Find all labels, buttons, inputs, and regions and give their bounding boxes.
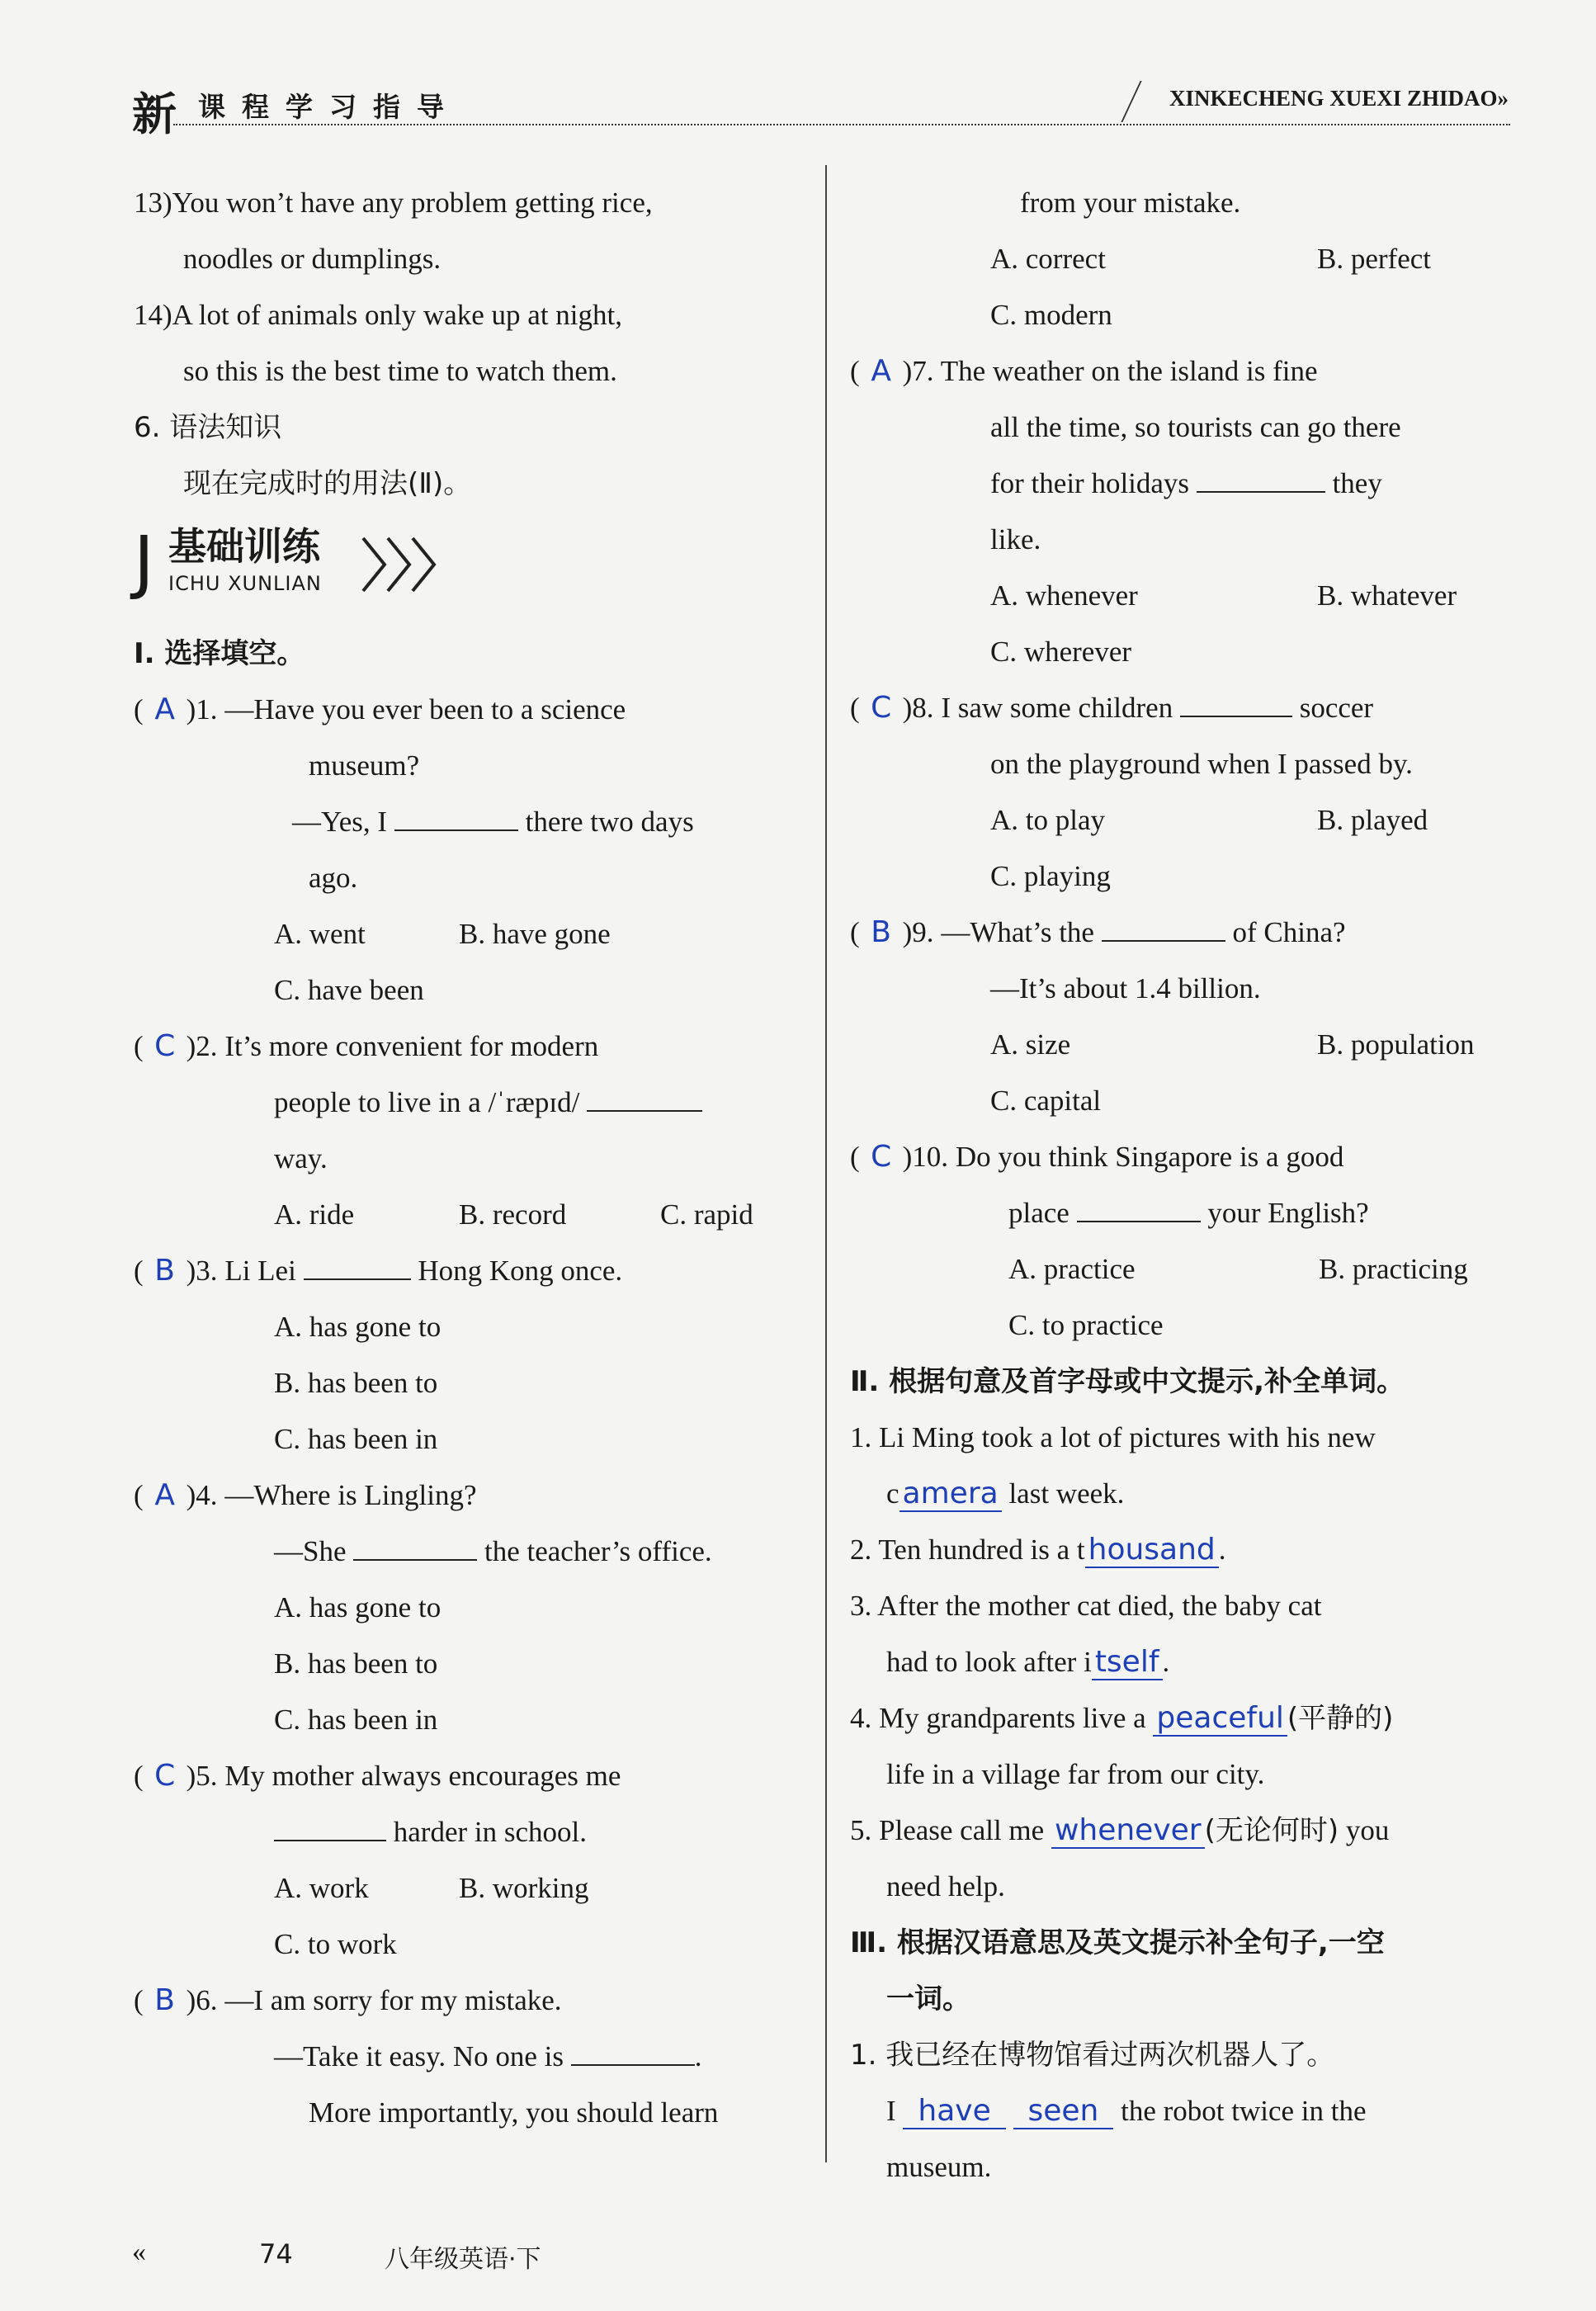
q3-option-c: C. has been in — [274, 1423, 438, 1455]
q8-line2: on the playground when I passed by. — [990, 748, 1413, 780]
p2-1-fill[interactable]: amera — [900, 1477, 1002, 1512]
q9-option-c: C. capital — [990, 1085, 1102, 1117]
q10-options-ab: A. practice B. practicing — [1008, 1253, 1468, 1285]
q7-line1: ( A )7. The weather on the island is fine — [850, 343, 1510, 399]
q1-line4: ago. — [309, 862, 358, 894]
q5-answer: C — [154, 1759, 176, 1793]
grammar-text: 现在完成时的用法(Ⅱ)。 — [183, 467, 472, 500]
q6-line3: More importantly, you should learn — [309, 2096, 719, 2129]
grammar-heading: 6. 语法知识 — [134, 411, 282, 444]
q5-option-c: C. to work — [274, 1928, 397, 1960]
q6-option-c: C. modern — [990, 299, 1112, 331]
q1-option-c: C. have been — [274, 974, 424, 1006]
q7-line4: like. — [990, 523, 1041, 555]
p2-3-fill[interactable]: tself — [1092, 1645, 1163, 1680]
p3-1-zh: 1. 我已经在博物馆看过两次机器人了。 — [850, 2039, 1335, 2072]
header-title: 课程学习指导 — [198, 91, 460, 123]
q1-answer: A — [154, 692, 175, 726]
header-slash — [1121, 81, 1141, 122]
p2-5-fill[interactable]: whenever — [1051, 1813, 1205, 1849]
p2-1-line1: 1. Li Ming took a lot of pictures with his new — [850, 1421, 1376, 1453]
p3-1-line2: I have seen the robot twice in the — [886, 2094, 1367, 2128]
q5-options-ab: A. work B. working — [274, 1872, 589, 1904]
q9-answer: B — [871, 915, 891, 949]
item-13-line2: noodles or dumplings. — [183, 243, 441, 275]
q7-blank[interactable] — [1197, 463, 1325, 493]
q1-line2: museum? — [309, 749, 420, 782]
section-logo-en: ICHU XUNLIAN — [168, 572, 322, 595]
part3-title: Ⅲ. 根据汉语意思及英文提示补全句子,一空 — [850, 1926, 1385, 1959]
q8-answer: C — [871, 691, 892, 725]
part1-title: Ⅰ. 选择填空。 — [134, 637, 305, 670]
q4-option-a: A. has gone to — [274, 1591, 441, 1623]
q8-line1: ( C )8. I saw some children soccer — [850, 680, 1510, 736]
q3-line1: ( B )3. Li Lei Hong Kong once. — [134, 1243, 794, 1299]
q3-option-b: B. has been to — [274, 1367, 438, 1399]
q4-option-c: C. has been in — [274, 1704, 438, 1736]
q1-line1: ( A )1. —Have you ever been to a science — [134, 682, 794, 738]
item-14-line2: so this is the best time to watch them. — [183, 355, 617, 387]
p3-1-line3: museum. — [886, 2151, 992, 2183]
q7-answer: A — [871, 354, 891, 388]
page-number: 74 — [259, 2238, 293, 2270]
q9-options-ab: A. size B. population — [990, 1028, 1475, 1061]
q10-option-c: C. to practice — [1008, 1309, 1164, 1341]
section-logo — [134, 520, 794, 611]
q6-line4: from your mistake. — [1020, 187, 1241, 219]
p2-2-line: 2. Ten hundred is a t housand . — [850, 1533, 1226, 1567]
q9-line1: ( B )9. —What’s the of China? — [850, 905, 1510, 961]
left-column — [134, 175, 794, 2141]
chevrons-right-icon — [358, 532, 441, 598]
q2-line2: people to live in a /ˈræpɪd/ — [134, 1075, 794, 1131]
p2-1-line2: c amera last week. — [886, 1477, 1125, 1510]
book-grade: 八年级英语·下 — [385, 2245, 541, 2274]
q3-blank[interactable] — [304, 1250, 411, 1280]
header-logo: 新 — [132, 88, 177, 140]
q1-options-ab: A. went B. have gone — [274, 918, 611, 950]
item-14-line1: 14)A lot of animals only wake up at night, — [134, 299, 622, 331]
q8-blank[interactable] — [1180, 688, 1292, 717]
q4-option-b: B. has been to — [274, 1647, 438, 1680]
q9-blank[interactable] — [1102, 912, 1225, 942]
right-column — [850, 175, 1510, 2195]
p2-3-line1: 3. After the mother cat died, the baby cat — [850, 1590, 1322, 1622]
q10-line1: ( C )10. Do you think Singapore is a good — [850, 1129, 1510, 1185]
header-divider — [173, 124, 1510, 125]
q2-line1: ( C )2. It’s more convenient for modern — [134, 1018, 794, 1075]
q7-options-ab: A. whenever B. whatever — [990, 579, 1457, 612]
q2-options: A. ride B. record C. rapid — [274, 1198, 753, 1231]
q7-line3: for their holidays they — [850, 456, 1510, 512]
q4-line1: ( A )4. —Where is Lingling? — [134, 1467, 794, 1524]
q4-answer: A — [154, 1478, 175, 1512]
chevrons-left-icon: « — [132, 2237, 146, 2267]
q6-options-ab: A. correct B. perfect — [990, 243, 1431, 275]
q6-line1: ( B )6. —I am sorry for my mistake. — [134, 1973, 794, 2029]
p2-5-line1: 5. Please call me whenever (无论何时) you — [850, 1813, 1390, 1847]
section-logo-zh: 基础训练 — [168, 524, 320, 569]
p2-4-line1: 4. My grandparents live a peaceful (平静的) — [850, 1701, 1394, 1735]
p2-4-fill[interactable]: peaceful — [1153, 1701, 1287, 1737]
q7-line2: all the time, so tourists can go there — [990, 411, 1401, 443]
q6-line2: —Take it easy. No one is . — [134, 2029, 794, 2085]
section-logo-j: J — [134, 521, 154, 602]
q6-blank[interactable] — [571, 2036, 695, 2066]
p2-2-fill[interactable]: housand — [1085, 1533, 1219, 1568]
p2-4-line2: life in a village far from our city. — [886, 1758, 1265, 1790]
q4-line2: —She the teacher’s office. — [134, 1524, 794, 1580]
q2-blank[interactable] — [587, 1082, 702, 1112]
q8-options-ab: A. to play B. played — [990, 804, 1428, 836]
q10-answer: C — [871, 1140, 892, 1174]
part2-title: Ⅱ. 根据句意及首字母或中文提示,补全单词。 — [850, 1365, 1405, 1398]
q5-line2: harder in school. — [134, 1804, 794, 1860]
q2-line3: way. — [274, 1142, 328, 1174]
item-13-line1: 13)You won’t have any problem getting rice, — [134, 187, 653, 219]
q8-option-c: C. playing — [990, 860, 1111, 892]
q7-option-c: C. wherever — [990, 636, 1132, 668]
q5-blank[interactable] — [274, 1812, 386, 1841]
p2-5-line2: need help. — [886, 1870, 1005, 1902]
column-divider — [825, 165, 827, 2162]
q3-option-a: A. has gone to — [274, 1311, 441, 1343]
q9-line2: —It’s about 1.4 billion. — [990, 972, 1261, 1004]
q10-line2: place your English? — [850, 1185, 1510, 1241]
q1-line3: —Yes, I there two days — [134, 794, 794, 850]
q10-blank[interactable] — [1077, 1193, 1201, 1222]
p3-1-fill1[interactable]: have — [903, 2094, 1005, 2129]
p3-1-fill2[interactable]: seen — [1013, 2094, 1114, 2129]
q5-line1: ( C )5. My mother always encourages me — [134, 1748, 794, 1804]
q3-answer: B — [154, 1254, 175, 1288]
q6-answer: B — [154, 1983, 175, 2017]
p2-3-line2: had to look after i tself . — [886, 1645, 1170, 1679]
part3-title-cont: 一词。 — [886, 1983, 970, 2016]
q1-blank[interactable] — [394, 801, 518, 831]
q4-blank[interactable] — [353, 1531, 477, 1561]
header-pinyin: XINKECHENG XUEXI ZHIDAO» — [1169, 86, 1509, 111]
q2-answer: C — [154, 1029, 176, 1063]
